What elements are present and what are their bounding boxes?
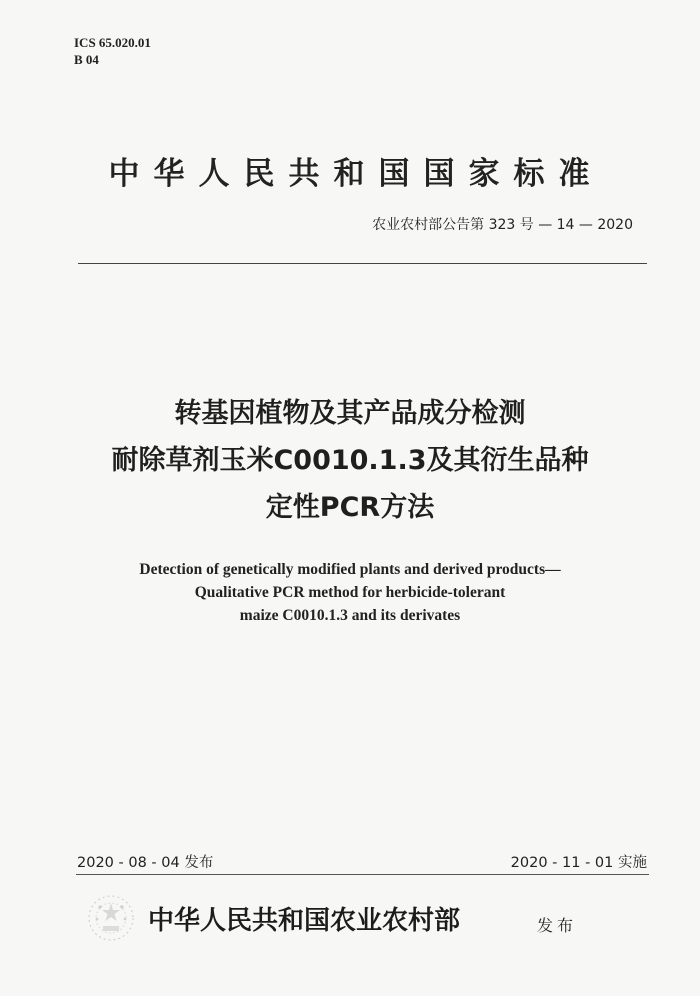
english-title bbox=[0, 558, 700, 627]
chinese-title-line-3: 定性PCR方法 bbox=[265, 492, 435, 523]
standard-number: 农业农村部公告第 323 号 — 14 — 2020 bbox=[372, 217, 633, 233]
ics-block bbox=[74, 34, 151, 68]
chinese-title-line-1: 转基因植物及其产品成分检测 bbox=[174, 398, 526, 429]
header-divider bbox=[78, 263, 647, 264]
english-title-line-3: maize C0010.1.3 and its derivates bbox=[239, 607, 461, 624]
publish-label: 发布 bbox=[537, 916, 578, 935]
ics-class: B 04 bbox=[74, 52, 99, 67]
chinese-title-line-2: 耐除草剂玉米C0010.1.3及其衍生品种 bbox=[111, 445, 589, 476]
national-standard-title: 中华人民共和国国家标准 bbox=[108, 156, 604, 192]
issue-date: 2020 - 08 - 04 发布 bbox=[77, 855, 214, 871]
ics-code: ICS 65.020.01 bbox=[74, 35, 151, 50]
implementation-date: 2020 - 11 - 01 实施 bbox=[510, 855, 647, 871]
english-title-line-2: Qualitative PCR method for herbicide-tolerant bbox=[194, 584, 506, 601]
publisher-name: 中华人民共和国农业农村部 bbox=[148, 906, 461, 936]
chinese-title bbox=[0, 390, 700, 531]
national-emblem-icon bbox=[86, 893, 136, 943]
english-title-line-1: Detection of genetically modified plants and derived products— bbox=[139, 561, 561, 578]
footer-divider bbox=[76, 874, 649, 875]
